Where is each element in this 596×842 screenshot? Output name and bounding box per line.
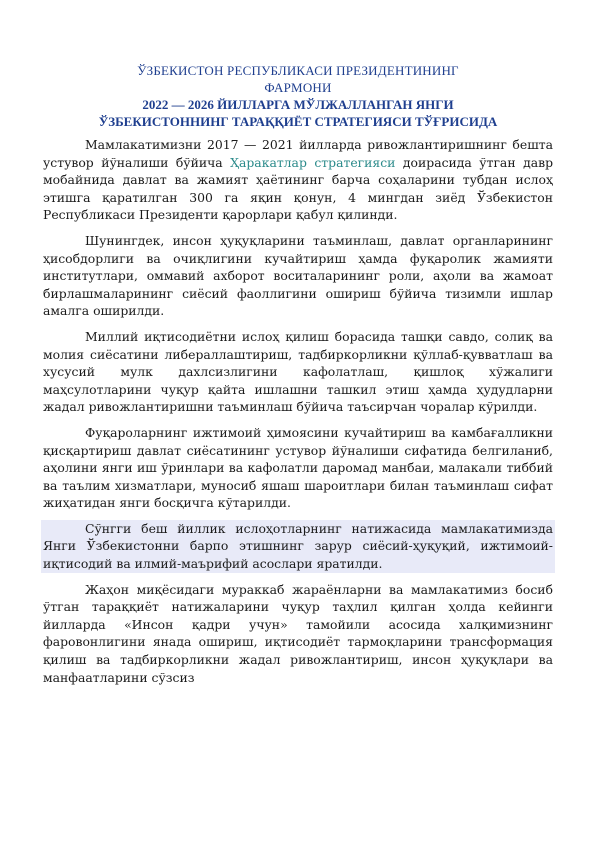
highlighted-paragraph: Сўнгги беш йиллик ислоҳотларнинг натижасида мамлакатимизда Янги Ўзбекистонни барпо этишнинг зарур сиёсий-ҳуқуқий, ижтимоий-иқтисодий ва илмий-маърифий асослари яратилди. bbox=[43, 520, 553, 572]
paragraph-1-text-after: доирасида ўтган давр мобайнида давлат ва жамият ҳаётининг барча соҳаларини тубдан ислоҳ этишга қаратилган 300 га яқин қонун, 4 мингдан зиёд Ўзбекистон Республикаси Президенти қарорлари қабул қилинди. bbox=[43, 154, 553, 223]
heading-line-2: ФАРМОНИ bbox=[264, 80, 332, 95]
paragraph-1-text-before: Мамлакатимизни 2017 — 2021 йилларда ривожлантиришнинг бешта устувор йўналиши бўйича bbox=[43, 137, 553, 170]
paragraph-1 bbox=[43, 136, 553, 224]
paragraph-6: Жаҳон миқёсидаги мураккаб жараёнларни ва мамлакатимиз босиб ўтган тараққиёт натижаларини чуқур таҳлил қилган ҳолда кейинги йилларда «Инсон қадри учун» тамойили асосида халқимизнинг фаровонлигини янада ошириш, иқтисодиёт тармоқларини трансформация қилиш ва тадбиркорликни жадал ривожлантириш, инсон ҳуқуқлари ва манфаатларини сўзсиз bbox=[43, 581, 553, 685]
heading-line-4: ЎЗБЕКИСТОННИНГ ТАРАҚҚИЁТ СТРАТЕГИЯСИ ТЎҒРИСИДА bbox=[98, 114, 498, 129]
paragraph-4: Фуқароларнинг ижтимоий ҳимоясини кучайтириш ва камбағалликни қисқартириш давлат сиёсатининг устувор йўналиши сифатида белгиланиб, аҳолини янги иш ўринлари ва кафолатли даромад манбаи, малакали тиббий ва таълим хизматлари, муносиб яшаш шароитлари билан таъминлаш сифат жиҳатидан янги босқичга кўтарилди. bbox=[43, 424, 553, 511]
decree-heading bbox=[43, 62, 553, 130]
action-strategy-link[interactable]: Ҳаракатлар стратегияси bbox=[230, 154, 396, 170]
paragraph-2: Шунингдек, инсон ҳуқуқларини таъминлаш, давлат органларининг ҳисобдорлиги ва очиқлигини кучайтириш ҳамда фуқаролик жамияти институтлари, оммавий ахборот воситаларининг роли, аҳоли ва жамоат бирлашмаларининг сиёсий фаоллигини ошириш бўйича тизимли ишлар амалга оширилди. bbox=[43, 232, 553, 319]
document-body bbox=[43, 136, 553, 686]
paragraph-3: Миллий иқтисодиётни ислоҳ қилиш борасида ташқи савдо, солиқ ва молия сиёсатини либераллаштириш, тадбиркорликни қўллаб-қувватлаш ва хусусий мулк дахлсизлигини кафолатлаш, қишлоқ хўжалиги маҳсулотларини чуқур қайта ишлашни ташкил этиш ҳамда ҳудудларни жадал ривожлантиришни таъминлаш бўйича таъсирчан чоралар кўрилди. bbox=[43, 328, 553, 415]
heading-line-1: ЎЗБЕКИСТОН РЕСПУБЛИКАСИ ПРЕЗИДЕНТИНИНГ bbox=[137, 63, 459, 78]
heading-line-3: 2022 — 2026 ЙИЛЛАРГА МЎЛЖАЛЛАНГАН ЯНГИ bbox=[142, 97, 454, 112]
